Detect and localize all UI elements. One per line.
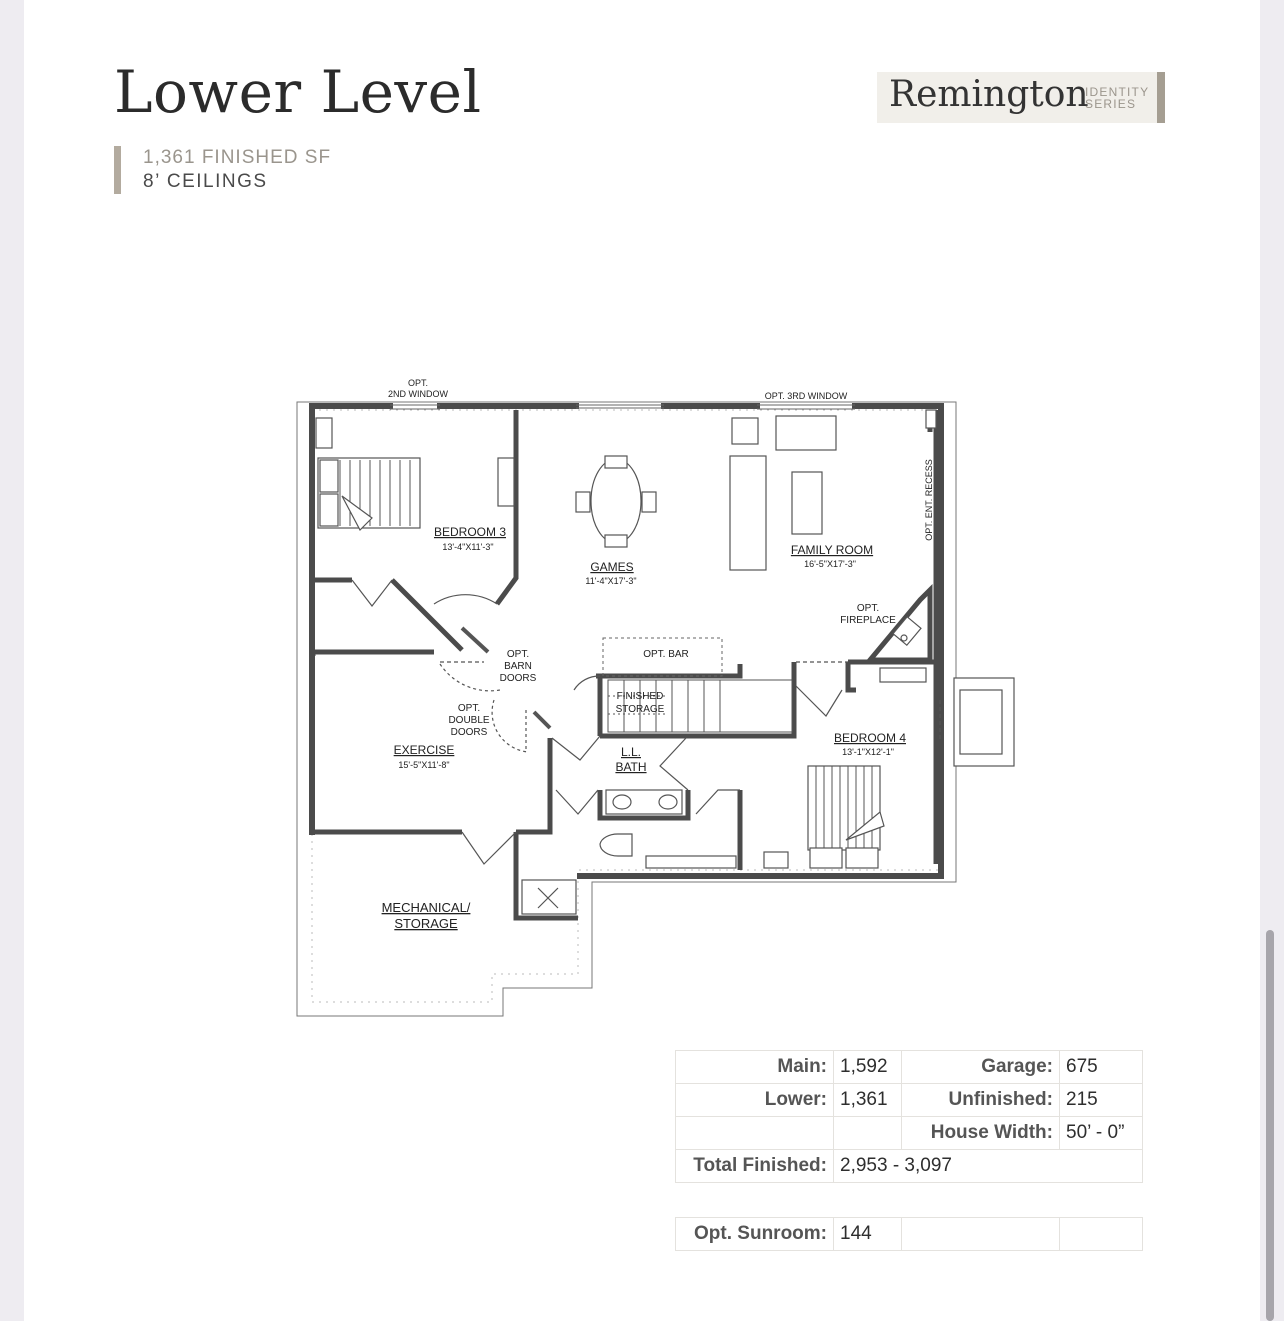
fireplace-label-2: FIREPLACE <box>840 615 896 626</box>
mechanical-label-1: MECHANICAL/ <box>381 900 471 915</box>
double-doors-label-3: DOORS <box>450 727 488 738</box>
barn-doors-label-2: BARN <box>504 661 532 672</box>
house-width-value: 50’ - 0” <box>1060 1117 1143 1150</box>
exercise-label: EXERCISE <box>393 743 455 757</box>
finished-storage-label-1: FINISHED <box>616 691 664 702</box>
unfinished-value: 215 <box>1060 1084 1143 1117</box>
table-row <box>676 1218 1143 1251</box>
empty-cell <box>676 1117 834 1150</box>
bedroom4-size: 13'-1"X12'-1" <box>842 747 894 757</box>
sunroom-label: Opt. Sunroom: <box>676 1218 834 1251</box>
table-row <box>676 1051 1143 1084</box>
main-label: Main: <box>676 1051 834 1084</box>
window-b-label: OPT. 3RD WINDOW <box>764 391 848 401</box>
house-width-label: House Width: <box>902 1117 1060 1150</box>
scrollbar-thumb[interactable] <box>1266 930 1274 1321</box>
double-doors-label-2: DOUBLE <box>448 715 490 726</box>
window-a-label-2: 2ND WINDOW <box>388 389 448 399</box>
table-row <box>676 1150 1143 1183</box>
empty-cell <box>834 1117 902 1150</box>
bedroom3-label: BEDROOM 3 <box>433 525 507 539</box>
finished-sf-text: 1,361 FINISHED SF <box>143 147 332 168</box>
fireplace-label-1: OPT. <box>856 603 880 614</box>
mechanical-label-2: STORAGE <box>394 916 458 931</box>
lower-label: Lower: <box>676 1084 834 1117</box>
barn-doors-label-1: OPT. <box>506 649 530 660</box>
ceilings-text: 8’ CEILINGS <box>143 171 268 192</box>
square-footage-table <box>675 1050 1143 1183</box>
ent-recess-label: OPT. ENT. RECESS <box>924 459 934 541</box>
bedroom3-size: 13'-4"X11'-3" <box>442 542 494 552</box>
table-row <box>676 1084 1143 1117</box>
page-title: Lower Level <box>114 58 482 126</box>
sunroom-table <box>675 1217 1143 1251</box>
unfinished-label: Unfinished: <box>902 1084 1060 1117</box>
exercise-size: 15'-5"X11'-8" <box>398 760 450 770</box>
main-value: 1,592 <box>834 1051 902 1084</box>
garage-label: Garage: <box>902 1051 1060 1084</box>
brand-series-line2: SERIES <box>1085 97 1137 111</box>
bedroom4-label: BEDROOM 4 <box>833 731 907 745</box>
garage-value: 675 <box>1060 1051 1143 1084</box>
total-finished-label: Total Finished: <box>676 1150 834 1183</box>
empty-cell <box>1060 1218 1143 1251</box>
barn-doors-label-3: DOORS <box>499 673 537 684</box>
sunroom-value: 144 <box>834 1218 902 1251</box>
lower-value: 1,361 <box>834 1084 902 1117</box>
games-label: GAMES <box>590 560 634 574</box>
games-size: 11'-4"X17'-3" <box>585 576 637 586</box>
brand-series-line1: IDENTITY <box>1085 85 1150 99</box>
double-doors-label-1: OPT. <box>457 703 481 714</box>
total-finished-value: 2,953 - 3,097 <box>834 1150 1143 1183</box>
table-row <box>676 1117 1143 1150</box>
bath-label-1: L.L. <box>620 745 642 759</box>
empty-cell <box>902 1218 1060 1251</box>
bath-label-2: BATH <box>615 760 647 774</box>
window-a-label-1: OPT. <box>407 378 429 388</box>
family-room-label: FAMILY ROOM <box>790 543 874 557</box>
finished-storage-label-2: STORAGE <box>615 704 665 715</box>
opt-bar-label: OPT. BAR <box>643 649 689 660</box>
family-room-size: 16'-5"X17'-3" <box>804 559 856 569</box>
brand-name: Remington <box>889 74 1089 115</box>
